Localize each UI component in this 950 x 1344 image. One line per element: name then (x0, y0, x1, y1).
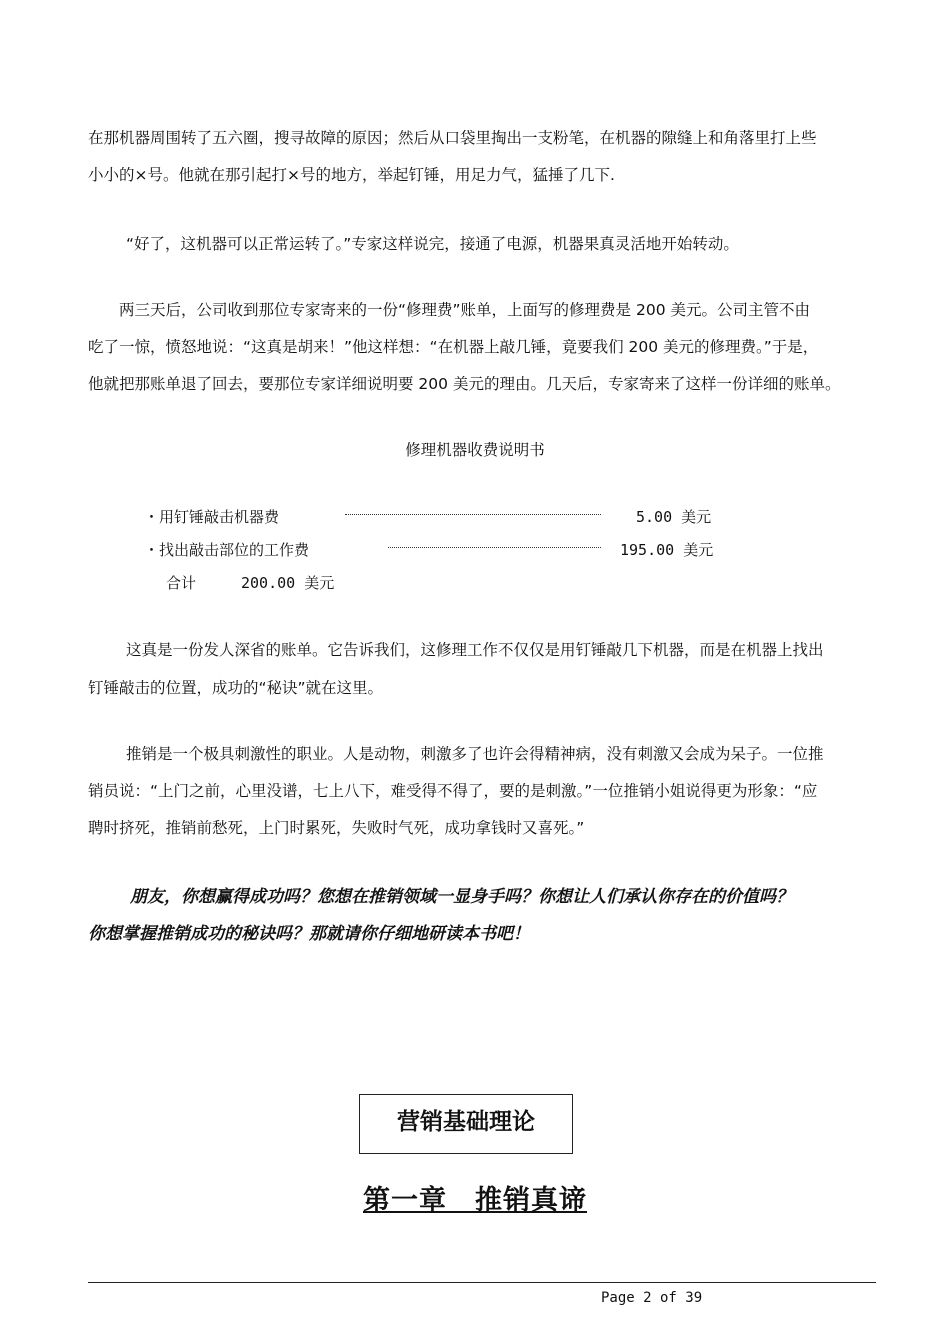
paragraph-3-line-2: 吃了一惊，愤怒地说：“这真是胡来！”他这样想：“在机器上敲几锤，竟要我们 200 美元的修理费。”于是， (88, 338, 819, 356)
section-title-box (359, 1094, 573, 1154)
footer-rule (88, 1282, 876, 1283)
paragraph-6-line-2: 你想掌握推销成功的秘诀吗？那就请你仔细地研读本书吧！ (88, 924, 530, 944)
fee-total-label: 合计 (166, 574, 197, 592)
fee-item-1-amount: 5.00 美元 (636, 508, 712, 526)
section-title: 营销基础理论 (397, 1109, 535, 1135)
paragraph-5-line-2: 销员说：“上门之前，心里没谱，七上八下，难受得不得了，要的是刺激。”一位推销小姐说得更为形象：“应 (88, 782, 818, 800)
fee-item-2-amount: 195.00 美元 (620, 541, 714, 559)
fee-total-amount: 200.00 美元 (241, 574, 335, 592)
paragraph-4-line-2: 钉锤敲击的位置，成功的“秘诀”就在这里。 (88, 679, 384, 697)
paragraph-1-line-1: 在那机器周围转了五六圈，搜寻故障的原因；然后从口袋里掏出一支粉笔，在机器的隙缝上和角落里打上些 (88, 129, 817, 147)
paragraph-5-line-1: 推销是一个极具刺激性的职业。人是动物，刺激多了也许会得精神病，没有刺激又会成为呆子。一位推 (126, 745, 824, 763)
paragraph-2-line-1: “好了，这机器可以正常运转了。”专家这样说完，接通了电源，机器果真灵活地开始转动。 (126, 235, 739, 253)
paragraph-6-line-1: 朋友，你想赢得成功吗？您想在推销领域一显身手吗？你想让人们承认你存在的价值吗？ (130, 887, 793, 907)
paragraph-5-line-3: 聘时挤死，推销前愁死，上门时累死，失败时气死，成功拿钱时又喜死。” (88, 819, 585, 837)
fee-item-2-leader (388, 547, 601, 548)
page-number: Page 2 of 39 (601, 1290, 703, 1306)
fee-item-1-leader (345, 514, 601, 515)
fee-item-1-label: ・用钉锤敲击机器费 (144, 508, 280, 526)
chapter-title: 第一章 推销真谛 (363, 1185, 587, 1216)
paragraph-3-line-1: 两三天后，公司收到那位专家寄来的一份“修理费”账单，上面写的修理费是 200 美元。公司主管不由 (119, 301, 811, 319)
paragraph-4-line-1: 这真是一份发人深省的账单。它告诉我们，这修理工作不仅仅是用钉锤敲几下机器，而是在机器上找出 (126, 641, 824, 659)
fee-item-2-label: ・找出敲击部位的工作费 (144, 541, 310, 559)
paragraph-3-line-3: 他就把那账单退了回去，要那位专家详细说明要 200 美元的理由。几天后，专家寄来了这样一份详细的账单。 (88, 375, 841, 393)
paragraph-1-line-2: 小小的×号。他就在那引起打×号的地方，举起钉锤，用足力气，猛捶了几下. (88, 166, 615, 184)
fee-statement-title: 修理机器收费说明书 (405, 441, 545, 459)
